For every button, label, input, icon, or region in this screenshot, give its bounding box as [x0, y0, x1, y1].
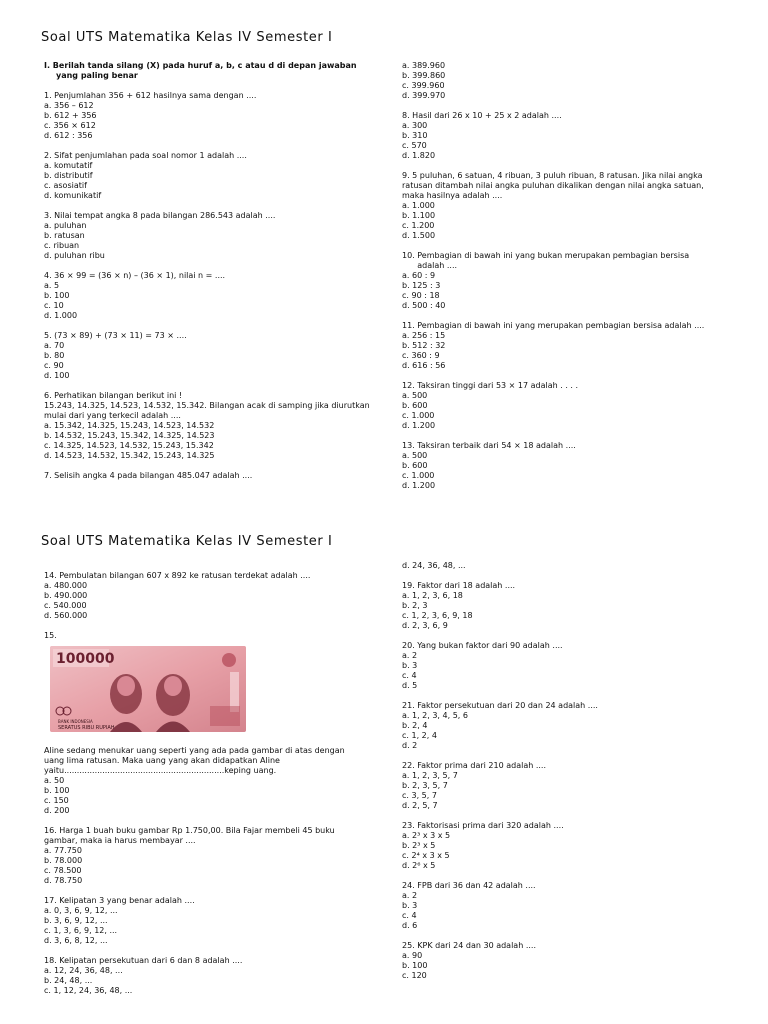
- answer-option[interactable]: b. 24, 48, ...: [44, 976, 93, 985]
- instructions: [44, 61, 379, 81]
- answer-option[interactable]: b. 125 : 3: [402, 281, 441, 290]
- answer-option[interactable]: a. 2³ x 3 x 5: [402, 831, 451, 840]
- answer-option[interactable]: a. 2: [402, 651, 418, 660]
- question: [402, 561, 722, 571]
- answer-option[interactable]: d. 6: [402, 921, 418, 930]
- answer-option[interactable]: b. 399.860: [402, 71, 446, 80]
- question-text: 21. Faktor persekutuan dari 20 dan 24 adalah ....: [402, 701, 598, 710]
- question-text: 16. Harga 1 buah buku gambar Rp 1.750,00. Bila Fajar membeli 45 buku gambar, maka ia harus membayar ....: [44, 826, 338, 845]
- answer-option[interactable]: a. 15.342, 14.325, 15.243, 14.523, 14.532: [44, 421, 215, 430]
- page-title: Soal UTS Matematika Kelas IV Semester I: [41, 30, 333, 45]
- question: [44, 571, 362, 621]
- question-text: 11. Pembagian di bawah ini yang merupakan pembagian bersisa adalah ....: [402, 321, 705, 330]
- banknote-image: [50, 646, 246, 732]
- page1-right-column: [402, 61, 722, 501]
- answer-option[interactable]: a. 60 : 9: [402, 271, 436, 280]
- question-text: 3. Nilai tempat angka 8 pada bilangan 286.543 adalah ....: [44, 211, 276, 220]
- question: [44, 331, 379, 381]
- answer-option[interactable]: a. 389.960: [402, 61, 446, 70]
- answer-option[interactable]: d. 100: [44, 371, 70, 380]
- answer-option[interactable]: c. 360 : 9: [402, 351, 440, 360]
- answer-option[interactable]: c. 540.000: [44, 601, 87, 610]
- question-text: 14. Pembulatan bilangan 607 x 892 ke ratusan terdekat adalah ....: [44, 571, 311, 580]
- answer-option[interactable]: a. 5: [44, 281, 60, 290]
- answer-option[interactable]: d. 616 : 56: [402, 361, 446, 370]
- answer-option[interactable]: d. 399.970: [402, 91, 446, 100]
- question: [402, 321, 722, 371]
- question-text: 2. Sifat penjumlahan pada soal nomor 1 adalah ....: [44, 151, 247, 160]
- question: [402, 171, 722, 241]
- question-text: 5. (73 × 89) + (73 × 11) = 73 × ....: [44, 331, 187, 340]
- page2-left-column: [44, 571, 362, 1006]
- answer-option[interactable]: a. 1, 2, 3, 6, 18: [402, 591, 463, 600]
- question-text: 12. Taksiran tinggi dari 53 × 17 adalah . . . .: [402, 381, 579, 390]
- instruction-line: I. Berilah tanda silang (X) pada huruf a, b, c atau d di depan jawaban: [44, 61, 357, 70]
- answer-option[interactable]: c. 356 × 612: [44, 121, 96, 130]
- answer-option[interactable]: b. 512 : 32: [402, 341, 446, 350]
- question-text: 15.: [44, 631, 57, 640]
- answer-option[interactable]: a. 356 – 612: [44, 101, 94, 110]
- answer-option[interactable]: b. 100: [44, 291, 70, 300]
- portrait-left-face: [117, 676, 135, 696]
- question-text: 23. Faktorisasi prima dari 320 adalah ....: [402, 821, 564, 830]
- question-text: 17. Kelipatan 3 yang benar adalah ....: [44, 896, 195, 905]
- answer-option[interactable]: a. 480.000: [44, 581, 88, 590]
- answer-option[interactable]: b. distributif: [44, 171, 93, 180]
- answer-option[interactable]: a. 12, 24, 36, 48, ...: [44, 966, 123, 975]
- answer-option[interactable]: d. 5: [402, 681, 418, 690]
- answer-option[interactable]: a. 256 : 15: [402, 331, 446, 340]
- answer-option[interactable]: c. 1, 3, 6, 9, 12, ...: [44, 926, 118, 935]
- question-text: 22. Faktor prima dari 210 adalah ....: [402, 761, 546, 770]
- answer-option[interactable]: a. 500: [402, 391, 428, 400]
- answer-option[interactable]: a. 90: [402, 951, 423, 960]
- question-text: 10. Pembagian di bawah ini yang bukan merupakan pembagian bersisa adalah ....: [402, 251, 690, 270]
- answer-option[interactable]: b. 600: [402, 401, 428, 410]
- question: [402, 941, 722, 981]
- question: [44, 826, 362, 886]
- answer-option[interactable]: a. 500: [402, 451, 428, 460]
- answer-option[interactable]: a. 0, 3, 6, 9, 12, ...: [44, 906, 118, 915]
- answer-option[interactable]: c. 399.960: [402, 81, 445, 90]
- answer-option[interactable]: d. 14.523, 14.532, 15.342, 15.243, 14.325: [44, 451, 215, 460]
- answer-option[interactable]: c. 1, 2, 3, 6, 9, 18: [402, 611, 473, 620]
- answer-option[interactable]: b. 100: [402, 961, 428, 970]
- answer-option[interactable]: d. 2: [402, 741, 418, 750]
- instruction-line: yang paling benar: [56, 71, 138, 80]
- question: [402, 761, 722, 811]
- answer-option[interactable]: b. 1.100: [402, 211, 436, 220]
- answer-option[interactable]: d. 3, 6, 8, 12, ...: [44, 936, 108, 945]
- answer-option[interactable]: b. 3, 6, 9, 12, ...: [44, 916, 108, 925]
- answer-option[interactable]: b. 310: [402, 131, 428, 140]
- question: [402, 251, 722, 311]
- answer-option[interactable]: b. 2, 3, 5, 7: [402, 781, 448, 790]
- question: [402, 881, 722, 931]
- answer-option[interactable]: c. ribuan: [44, 241, 80, 250]
- answer-option[interactable]: b. 100: [44, 786, 70, 795]
- answer-option[interactable]: b. 78.000: [44, 856, 83, 865]
- question: [44, 271, 379, 321]
- answer-option[interactable]: a. 70: [44, 341, 65, 350]
- answer-option[interactable]: d. 612 : 356: [44, 131, 93, 140]
- answer-option[interactable]: c. 1, 12, 24, 36, 48, ...: [44, 986, 133, 995]
- answer-option[interactable]: d. 78.750: [44, 876, 83, 885]
- answer-option[interactable]: d. 1.500: [402, 231, 436, 240]
- answer-option[interactable]: c. asosiatif: [44, 181, 87, 190]
- answer-option[interactable]: b. 490.000: [44, 591, 88, 600]
- question: [402, 701, 722, 751]
- answer-option[interactable]: b. 2, 3: [402, 601, 428, 610]
- answer-option[interactable]: c. 570: [402, 141, 427, 150]
- answer-option[interactable]: d. 24, 36, 48, ...: [402, 561, 466, 570]
- answer-option[interactable]: a. 50: [44, 776, 65, 785]
- answer-option[interactable]: a. 1, 2, 3, 4, 5, 6: [402, 711, 468, 720]
- answer-option[interactable]: c. 4: [402, 911, 417, 920]
- answer-option[interactable]: b. 3: [402, 661, 418, 670]
- answer-option[interactable]: d. 200: [44, 806, 70, 815]
- answer-option[interactable]: a. 300: [402, 121, 428, 130]
- answer-option[interactable]: b. 612 + 356: [44, 111, 97, 120]
- question: [402, 381, 722, 431]
- banknote-bank-text: BANK INDONESIA: [58, 719, 93, 724]
- question-text: 18. Kelipatan persekutuan dari 6 dan 8 adalah ....: [44, 956, 243, 965]
- answer-option[interactable]: d. 2, 5, 7: [402, 801, 438, 810]
- page1-left-column: [44, 61, 379, 491]
- answer-option[interactable]: c. 150: [44, 796, 69, 805]
- answer-option[interactable]: d. 560.000: [44, 611, 88, 620]
- answer-option[interactable]: a. komutatif: [44, 161, 93, 170]
- answer-option[interactable]: d. komunikatif: [44, 191, 102, 200]
- question: [44, 746, 362, 816]
- answer-option[interactable]: b. 2, 4: [402, 721, 428, 730]
- portrait-right-face: [164, 676, 182, 696]
- answer-option[interactable]: d. 1.200: [402, 421, 436, 430]
- question-text: 19. Faktor dari 18 adalah ....: [402, 581, 516, 590]
- question: [402, 581, 722, 631]
- question-text: Aline sedang menukar uang seperti yang ada pada gambar di atas dengan uang lima ratusan. Maka uang yang akan didapatkan Aline yaitu...............................................................keping uang.: [44, 746, 348, 775]
- question: [402, 641, 722, 691]
- answer-option[interactable]: c. 90: [44, 361, 64, 370]
- question-text: 8. Hasil dari 26 x 10 + 25 x 2 adalah ....: [402, 111, 562, 120]
- question: [44, 391, 379, 461]
- answer-option[interactable]: a. 1.000: [402, 201, 435, 210]
- question: [44, 211, 379, 261]
- answer-option[interactable]: c. 4: [402, 671, 417, 680]
- question: [44, 631, 362, 742]
- answer-option[interactable]: a. 1, 2, 3, 5, 7: [402, 771, 458, 780]
- question-text: 6. Perhatikan bilangan berikut ini ! 15.243, 14.325, 14.523, 14.532, 15.342. Bilangan acak di samping jika diurutkan mulai dari yang terkecil adalah ....: [44, 391, 370, 420]
- question-text: 13. Taksiran terbaik dari 54 × 18 adalah ....: [402, 441, 576, 450]
- question-text: 4. 36 × 99 = (36 × n) – (36 × 1), nilai n = ....: [44, 271, 226, 280]
- question: [402, 441, 722, 491]
- answer-option[interactable]: c. 120: [402, 971, 427, 980]
- question-text: 7. Selisih angka 4 pada bilangan 485.047 adalah ....: [44, 471, 253, 480]
- question: [44, 956, 362, 996]
- question: [402, 111, 722, 161]
- page-title: Soal UTS Matematika Kelas IV Semester I: [41, 534, 333, 549]
- answer-option[interactable]: a. puluhan: [44, 221, 87, 230]
- answer-option[interactable]: c. 14.325, 14.523, 14.532, 15.243, 15.342: [44, 441, 214, 450]
- answer-option[interactable]: c. 1.000: [402, 411, 435, 420]
- answer-option[interactable]: d. 1.820: [402, 151, 436, 160]
- answer-option[interactable]: a. 77.750: [44, 846, 82, 855]
- answer-option[interactable]: c. 90 : 18: [402, 291, 440, 300]
- answer-option[interactable]: d. 2⁶ x 5: [402, 861, 436, 870]
- banknote-panel: [210, 706, 240, 726]
- answer-option[interactable]: c. 1.000: [402, 471, 435, 480]
- answer-option[interactable]: c. 2⁴ x 3 x 5: [402, 851, 450, 860]
- question: [44, 91, 379, 141]
- question: [44, 151, 379, 201]
- question-text: 25. KPK dari 24 dan 30 adalah ....: [402, 941, 536, 950]
- answer-option[interactable]: c. 10: [44, 301, 64, 310]
- answer-option[interactable]: b. ratusan: [44, 231, 85, 240]
- question-text: 24. FPB dari 36 dan 42 adalah ....: [402, 881, 536, 890]
- question: [44, 896, 362, 946]
- banknote-value-text: 100000: [56, 651, 115, 667]
- question: [44, 471, 379, 481]
- answer-option[interactable]: b. 3: [402, 901, 418, 910]
- answer-option[interactable]: b. 14.532, 15.243, 15.342, 14.325, 14.523: [44, 431, 215, 440]
- question-text: 1. Penjumlahan 356 + 612 hasilnya sama dengan ....: [44, 91, 257, 100]
- question: [402, 821, 722, 871]
- question-text: 20. Yang bukan faktor dari 90 adalah ....: [402, 641, 563, 650]
- answer-option[interactable]: d. puluhan ribu: [44, 251, 105, 260]
- question-text: 9. 5 puluhan, 6 satuan, 4 ribuan, 3 puluh ribuan, 8 ratusan. Jika nilai angka ratusan ditambah nilai angka puluhan dikalikan dengan nilai angka satuan, maka hasilnya adalah ....: [402, 171, 707, 200]
- answer-option[interactable]: d. 2, 3, 6, 9: [402, 621, 448, 630]
- answer-option[interactable]: b. 80: [44, 351, 65, 360]
- answer-option[interactable]: c. 78.500: [44, 866, 82, 875]
- answer-option[interactable]: b. 2³ x 5: [402, 841, 436, 850]
- answer-option[interactable]: a. 2: [402, 891, 418, 900]
- answer-option[interactable]: c. 1, 2, 4: [402, 731, 437, 740]
- answer-option[interactable]: d. 1.000: [44, 311, 78, 320]
- answer-option[interactable]: c. 3, 5, 7: [402, 791, 437, 800]
- page2-right-column: [402, 561, 722, 991]
- question: [402, 61, 722, 101]
- answer-option[interactable]: b. 600: [402, 461, 428, 470]
- answer-option[interactable]: d. 500 : 40: [402, 301, 446, 310]
- answer-option[interactable]: c. 1.200: [402, 221, 435, 230]
- garuda-emblem: [222, 653, 236, 667]
- banknote-words-text: SERATUS RIBU RUPIAH: [58, 725, 115, 731]
- answer-option[interactable]: d. 1.200: [402, 481, 436, 490]
